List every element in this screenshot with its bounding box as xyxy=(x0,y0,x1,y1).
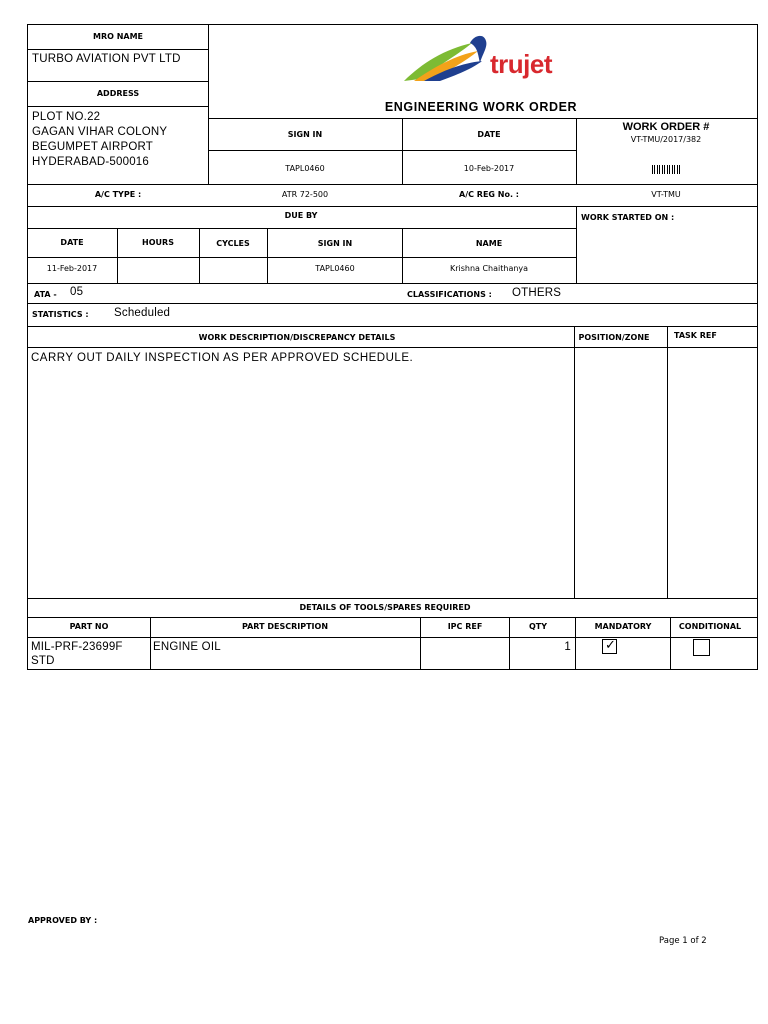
work-started-label: WORK STARTED ON : xyxy=(581,213,675,222)
barcode-icon xyxy=(652,165,680,174)
due-col-hours: HOURS xyxy=(142,238,174,247)
rule xyxy=(27,49,208,50)
tools-header: DETAILS OF TOOLS/SPARES REQUIRED xyxy=(299,603,471,612)
sign-in-label: SIGN IN xyxy=(287,130,323,139)
due-col-sign-in: SIGN IN xyxy=(317,239,353,248)
statistics-label: STATISTICS : xyxy=(32,310,89,319)
address-line: HYDERABAD-500016 xyxy=(32,156,149,168)
tools-col-part-no: PART NO xyxy=(69,622,109,631)
address-line: BEGUMPET AIRPORT xyxy=(32,141,153,153)
part-no: MIL-PRF-23699F xyxy=(31,641,123,653)
logo-text: trujet xyxy=(490,49,552,79)
due-sign-in-value: TAPL0460 xyxy=(315,264,355,273)
ac-reg-label: A/C REG No. : xyxy=(459,190,519,199)
due-col-date: DATE xyxy=(60,238,84,247)
rule xyxy=(576,206,577,283)
ac-reg-value: VT-TMU xyxy=(651,190,681,199)
rule xyxy=(402,228,403,283)
rule xyxy=(208,118,758,119)
rule xyxy=(575,617,576,670)
rule xyxy=(27,283,758,284)
rule xyxy=(670,617,671,670)
page-number: Page 1 of 2 xyxy=(659,936,707,946)
date-value: 10-Feb-2017 xyxy=(463,164,515,173)
rule xyxy=(27,637,758,638)
ac-type-label: A/C TYPE : xyxy=(94,190,142,199)
rule xyxy=(27,184,758,185)
ata-label: ATA - xyxy=(34,290,57,299)
work-order-label: WORK ORDER # xyxy=(622,121,710,133)
rule xyxy=(509,617,510,670)
rule xyxy=(27,617,758,618)
rule xyxy=(27,303,758,304)
rule xyxy=(27,669,758,670)
ac-type-value: ATR 72-500 xyxy=(281,190,329,199)
mro-name: TURBO AVIATION PVT LTD xyxy=(32,53,181,65)
address-line: GAGAN VIHAR COLONY xyxy=(32,126,168,138)
rule xyxy=(117,228,118,283)
rule xyxy=(27,81,208,82)
date-label: DATE xyxy=(477,130,501,139)
classifications-label: CLASSIFICATIONS : xyxy=(407,290,492,299)
position-zone-header: POSITION/ZONE xyxy=(578,333,650,342)
tools-col-ipc-ref: IPC REF xyxy=(447,622,483,631)
rule xyxy=(420,617,421,670)
ata-value: 05 xyxy=(70,286,84,298)
mandatory-checkbox[interactable] xyxy=(602,639,617,654)
conditional-checkbox[interactable] xyxy=(693,639,710,656)
sign-in-value: TAPL0460 xyxy=(285,164,325,173)
rule xyxy=(27,347,758,348)
tools-col-conditional: CONDITIONAL xyxy=(678,622,742,631)
rule xyxy=(199,228,200,283)
trujet-logo xyxy=(400,33,570,85)
statistics-value: Scheduled xyxy=(114,307,171,319)
rule xyxy=(27,228,576,229)
quantity: 1 xyxy=(564,641,571,653)
due-col-name: NAME xyxy=(475,239,503,248)
work-description-header: WORK DESCRIPTION/DISCREPANCY DETAILS xyxy=(198,333,396,342)
page-title: ENGINEERING WORK ORDER xyxy=(384,100,578,114)
rule xyxy=(574,326,575,598)
rule xyxy=(667,326,668,598)
rule xyxy=(27,24,758,25)
address-line: PLOT NO.22 xyxy=(32,111,101,123)
due-date-value: 11-Feb-2017 xyxy=(46,264,98,273)
rule xyxy=(27,257,576,258)
work-order-number: VT-TMU/2017/382 xyxy=(630,135,702,144)
rule xyxy=(27,106,208,107)
rule xyxy=(27,206,758,207)
rule xyxy=(150,617,151,670)
classifications-value: OTHERS xyxy=(512,287,562,299)
rule xyxy=(402,118,403,184)
tools-col-qty: QTY xyxy=(528,622,548,631)
rule xyxy=(208,24,209,184)
rule xyxy=(27,598,758,599)
rule xyxy=(267,228,268,283)
tools-col-part-description: PART DESCRIPTION xyxy=(241,622,329,631)
rule xyxy=(576,118,577,184)
work-description-text: CARRY OUT DAILY INSPECTION AS PER APPROVED SCHEDULE. xyxy=(31,352,414,364)
rule xyxy=(27,326,758,327)
due-name-value: Krishna Chaithanya xyxy=(449,264,529,273)
address-label: ADDRESS xyxy=(96,89,140,98)
due-col-cycles: CYCLES xyxy=(216,239,250,248)
part-no-suffix: STD xyxy=(31,655,55,667)
rule xyxy=(208,150,576,151)
mro-name-label: MRO NAME xyxy=(92,32,144,41)
tools-col-mandatory: MANDATORY xyxy=(594,622,652,631)
approved-by-label: APPROVED BY : xyxy=(28,916,98,925)
due-by-label: DUE BY xyxy=(284,211,318,220)
part-description: ENGINE OIL xyxy=(153,641,221,653)
task-ref-header: TASK REF xyxy=(674,331,717,340)
checkmark-icon: ✓ xyxy=(605,638,616,653)
